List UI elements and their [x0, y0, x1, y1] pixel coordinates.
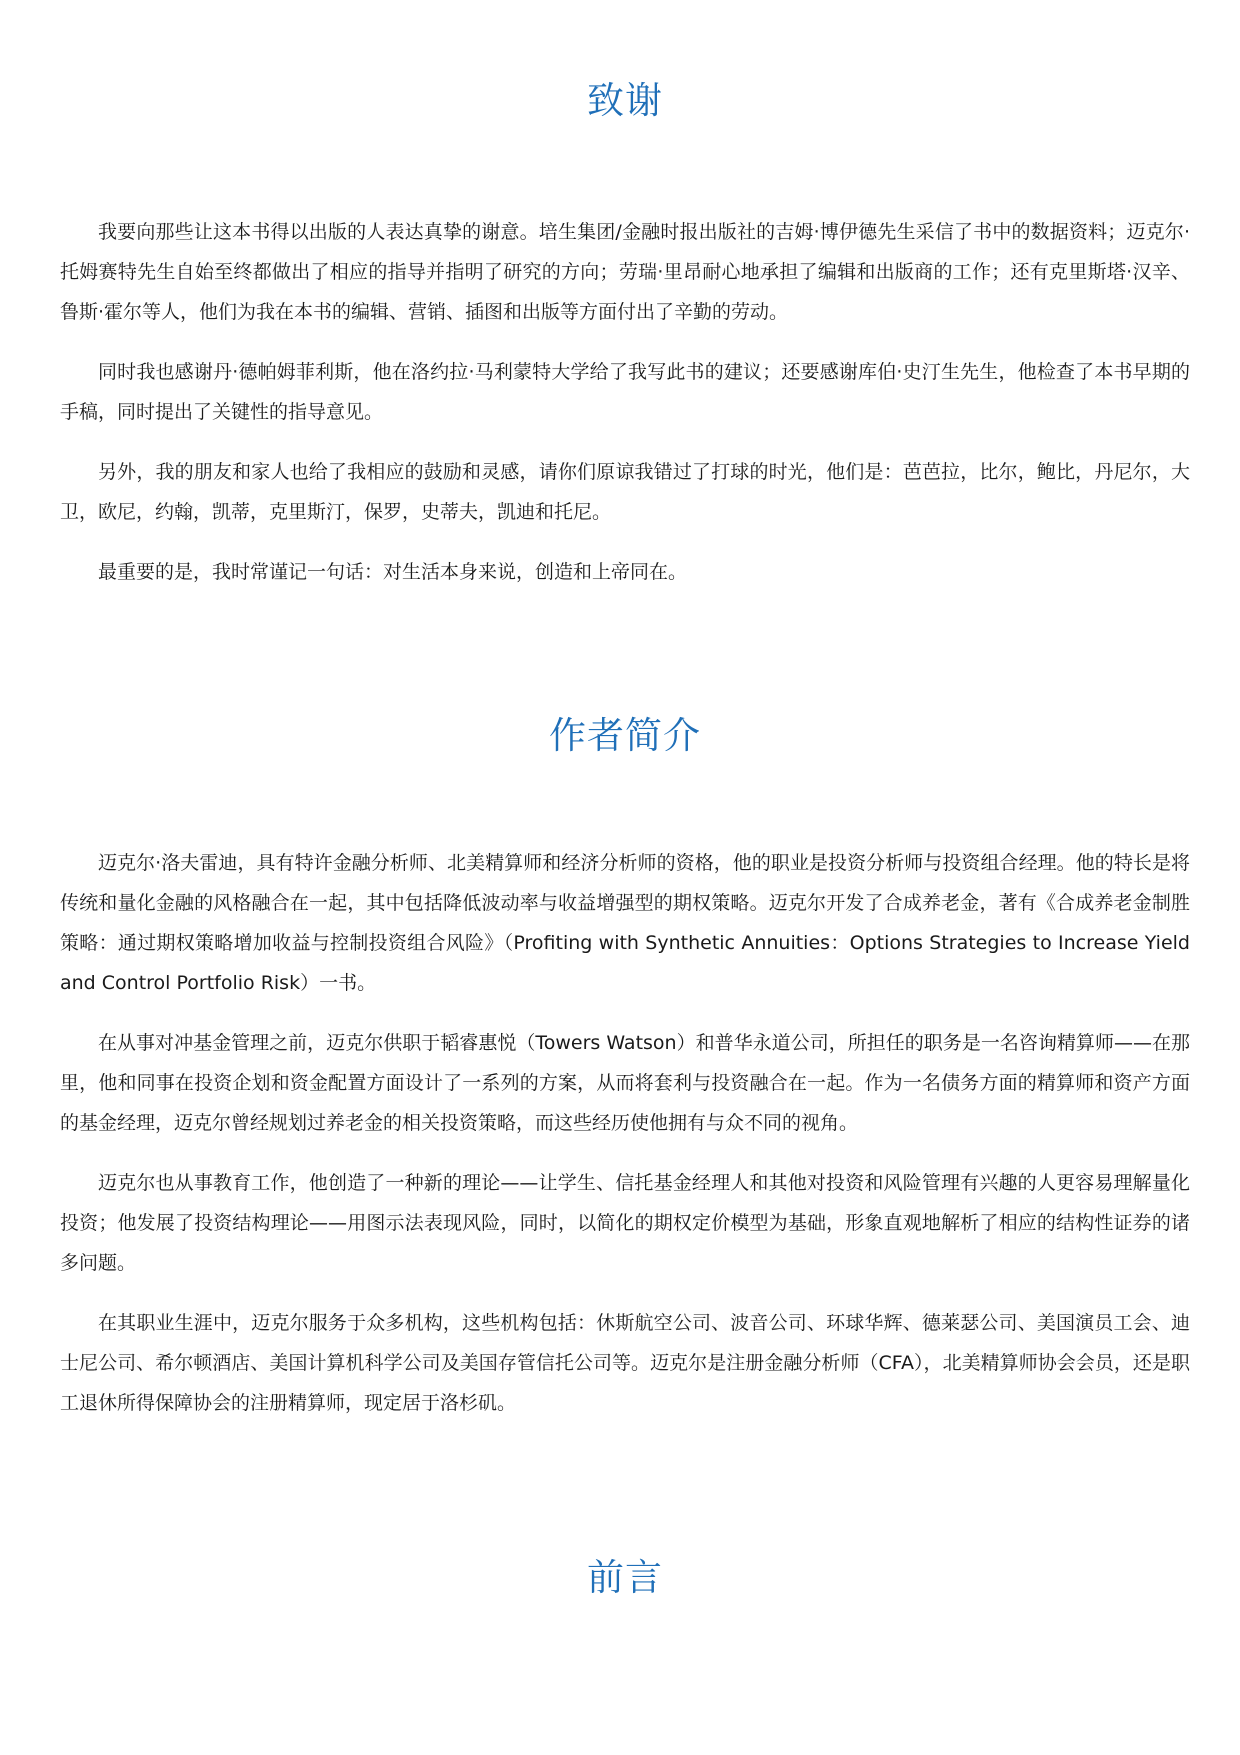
acknowledgements-title: 致谢 — [587, 79, 663, 122]
author-section — [60, 705, 1190, 1443]
author-paragraph: 在其职业生涯中，迈克尔服务于众多机构，这些机构包括：休斯航空公司、波音公司、环球华辉、德莱瑟公司、美国演员工会、迪士尼公司、希尔顿酒店、美国计算机科学公司及美国存管信托公司等。迈克尔是注册金融分析师（CFA），北美精算师协会会员，还是职工退休所得保障协会的注册精算师，现定居于洛杉矶。 — [60, 1312, 1190, 1414]
author-title: 作者简介 — [549, 714, 701, 757]
preface-section — [60, 1547, 1190, 1601]
acknowledgements-paragraph: 同时我也感谢丹·德帕姆菲利斯，他在洛约拉·马利蒙特大学给了我写此书的建议；还要感谢库伯·史汀生先生，他检查了本书早期的手稿，同时提出了关键性的指导意见。 — [60, 361, 1190, 423]
acknowledgements-paragraph: 我要向那些让这本书得以出版的人表达真挚的谢意。培生集团/金融时报出版社的吉姆·博伊德先生采信了书中的数据资料；迈克尔·托姆赛特先生自始至终都做出了相应的指导并指明了研究的方向；劳瑞·里昂耐心地承担了编辑和出版商的工作；还有克里斯塔·汉辛、鲁斯·霍尔等人，他们为我在本书的编辑、营销、插图和出版等方面付出了辛勤的劳动。 — [60, 221, 1190, 323]
acknowledgements-paragraph: 另外，我的朋友和家人也给了我相应的鼓励和灵感，请你们原谅我错过了打球的时光，他们是：芭芭拉，比尔，鲍比，丹尼尔，大卫，欧尼，约翰，凯蒂，克里斯汀，保罗，史蒂夫，凯迪和托尼。 — [60, 461, 1190, 523]
author-paragraph: 迈克尔也从事教育工作，他创造了一种新的理论——让学生、信托基金经理人和其他对投资和风险管理有兴趣的人更容易理解量化投资；他发展了投资结构理论——用图示法表现风险，同时，以简化的期权定价模型为基础，形象直观地解析了相应的结构性证券的诸多问题。 — [60, 1172, 1190, 1274]
author-paragraph: 迈克尔·洛夫雷迪，具有特许金融分析师、北美精算师和经济分析师的资格，他的职业是投资分析师与投资组合经理。他的特长是将传统和量化金融的风格融合在一起，其中包括降低波动率与收益增强型的期权策略。迈克尔开发了合成养老金，著有《合成养老金制胜策略：通过期权策略增加收益与控制投资组合风险》（Profiting with Synthetic Annuities：Options Strategies to Increase Yield and Control Portfolio Risk）一书。 — [60, 852, 1190, 994]
preface-title: 前言 — [587, 1556, 663, 1599]
acknowledgements-section — [60, 70, 1190, 612]
author-paragraph: 在从事对冲基金管理之前，迈克尔供职于韬睿惠悦（Towers Watson）和普华永道公司，所担任的职务是一名咨询精算师——在那里，他和同事在投资企划和资金配置方面设计了一系列的方案，从而将套利与投资融合在一起。作为一名债务方面的精算师和资产方面的基金经理，迈克尔曾经规划过养老金的相关投资策略，而这些经历使他拥有与众不同的视角。 — [60, 1032, 1190, 1134]
acknowledgements-paragraph: 最重要的是，我时常谨记一句话：对生活本身来说，创造和上帝同在。 — [98, 561, 688, 583]
